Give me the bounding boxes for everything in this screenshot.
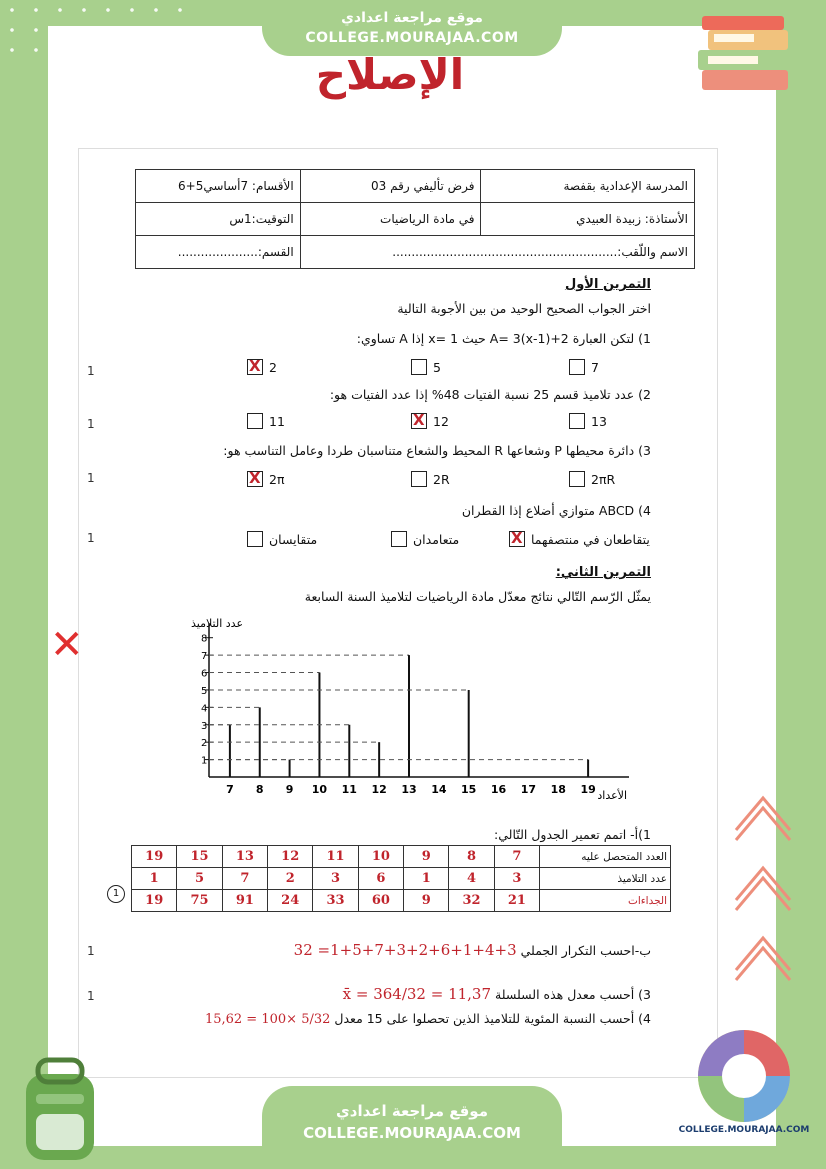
checkbox[interactable] xyxy=(247,413,263,429)
table-cell: 91 xyxy=(222,890,267,912)
checkbox[interactable] xyxy=(569,413,585,429)
table-cell: 75 xyxy=(177,890,222,912)
y-tick-label: 7 xyxy=(201,651,208,663)
table-cell: 15 xyxy=(177,846,222,868)
school-name: المدرسة الإعدادية بقفصة xyxy=(481,170,695,203)
margin-mark: 1 xyxy=(87,417,95,431)
row-label: عدد التلاميذ xyxy=(540,868,671,890)
x-tick-label: 15 xyxy=(461,783,477,796)
x-axis-label: الأعداد xyxy=(597,789,627,802)
table-cell: 9 xyxy=(404,846,449,868)
checkbox[interactable] xyxy=(391,531,407,547)
q3-option-a[interactable]: X 2π xyxy=(247,471,284,487)
chevron-up-icon xyxy=(728,790,798,1030)
q4-option-b[interactable]: متعامدان xyxy=(391,531,459,547)
q2-option-b[interactable]: X 12 xyxy=(411,413,449,429)
table-cell: 13 xyxy=(222,846,267,868)
exercise-2-intro: يمثّل الرّسم التّالي نتائج معدّل مادة الرياضيات لتلاميذ السنة السابعة xyxy=(304,589,651,604)
answer-percent: 5/32 ×100 = 15,62 xyxy=(204,1012,331,1027)
table-cell: 5 xyxy=(177,868,222,890)
checkbox-checked[interactable] xyxy=(411,413,427,429)
checkbox[interactable] xyxy=(411,359,427,375)
test-name: فرض تأليفي رقم 03 xyxy=(300,170,481,203)
checkbox[interactable] xyxy=(569,359,585,375)
y-tick-label: 5 xyxy=(201,685,208,697)
score-circle: 1 xyxy=(107,885,125,903)
q3-option-b[interactable]: 2R xyxy=(411,471,450,487)
x-tick-label: 14 xyxy=(431,783,447,796)
y-tick-label: 6 xyxy=(201,668,208,680)
table-cell: 1 xyxy=(132,868,177,890)
q4-option-c[interactable]: متقايسان xyxy=(247,531,317,547)
x-tick-label: 8 xyxy=(255,783,264,796)
x-tick-label: 10 xyxy=(311,783,328,796)
q2-option-a[interactable]: 11 xyxy=(247,413,285,429)
answer-mean: x̄ = 364/32 = 11,37 xyxy=(342,985,492,1003)
margin-mark: 1 xyxy=(87,989,95,1003)
q1-option-c[interactable]: 7 xyxy=(569,359,599,375)
x-tick-label: 13 xyxy=(401,783,417,796)
table-cell: 19 xyxy=(132,890,177,912)
x-tick-label: 16 xyxy=(490,783,507,796)
site-url[interactable]: COLLEGE.MOURAJAA.COM xyxy=(305,30,519,46)
exercise-1-instruction: اختر الجواب الصحيح الوحيد من بين الأجوبة التالية xyxy=(397,301,651,316)
margin-mark: 1 xyxy=(87,471,95,485)
y-tick-label: 2 xyxy=(201,738,208,750)
row-label: الجداءات xyxy=(540,890,671,912)
exam-header-table xyxy=(135,169,695,269)
table-cell: 7 xyxy=(222,868,267,890)
question-3: 3) دائرة محيطها P وشعاعها R المحيط والشعاع متناسبان طردا وعامل التناسب هو: xyxy=(223,443,651,458)
site-name: موقع مراجعة اعدادي xyxy=(336,1102,488,1120)
table-cell: 24 xyxy=(268,890,313,912)
books-icon xyxy=(694,14,794,96)
name-field: الاسم واللّقب:........................................................... xyxy=(300,236,694,269)
x-tick-label: 17 xyxy=(520,783,537,796)
checkbox-checked[interactable] xyxy=(509,531,525,547)
timing: التوقيت:1س xyxy=(136,203,301,236)
table-cell: 8 xyxy=(449,846,494,868)
question-2: 2) عدد تلاميذ قسم 25 نسبة الفتيات 48% إذا عدد الفتيات هو: xyxy=(329,387,651,402)
margin-mark: 1 xyxy=(87,944,95,958)
x-tick-label: 9 xyxy=(285,783,294,796)
teacher-name: الأستاذة: زبيدة العبيدي xyxy=(481,203,695,236)
table-cell: 19 xyxy=(132,846,177,868)
margin-mark: 1 xyxy=(87,364,95,378)
question-4: 4) أحسب النسبة المئوية للتلاميذ الذين تحصلوا على 15 معدل 5/32 ×100 = 15,62 xyxy=(204,1011,651,1027)
checkbox[interactable] xyxy=(411,471,427,487)
checkbox-checked[interactable] xyxy=(247,471,263,487)
table-cell: 33 xyxy=(313,890,358,912)
site-name: موقع مراجعة اعدادي xyxy=(341,10,483,26)
question-2-1a: 1)أ- اتمم تعمير الجدول التّالي: xyxy=(494,827,651,842)
y-tick-label: 1 xyxy=(201,755,208,767)
y-tick-label: 8 xyxy=(201,633,208,645)
margin-mark: 1 xyxy=(87,531,95,545)
table-cell: 32 xyxy=(449,890,494,912)
q4-option-a[interactable]: X يتقاطعان في منتصفهما xyxy=(509,531,650,547)
checkbox[interactable] xyxy=(247,531,263,547)
table-cell: 1 xyxy=(404,868,449,890)
table-cell: 21 xyxy=(494,890,539,912)
subject: في مادة الرياضيات xyxy=(300,203,481,236)
checkbox[interactable] xyxy=(569,471,585,487)
exercise-1-heading: التمرين الأول xyxy=(564,277,651,292)
question-3: 3) أحسب معدل هذه السلسلة x̄ = 364/32 = 11,37 xyxy=(342,985,651,1003)
y-tick-label: 3 xyxy=(201,720,208,732)
table-row xyxy=(132,846,671,868)
exercise-2-heading: التمرين الثاني: xyxy=(555,565,651,580)
x-tick-label: 7 xyxy=(226,783,234,796)
q1-option-a[interactable]: X 2 xyxy=(247,359,277,375)
table-cell: 7 xyxy=(494,846,539,868)
table-cell: 2 xyxy=(268,868,313,890)
table-cell: 4 xyxy=(449,868,494,890)
table-row xyxy=(132,868,671,890)
table-cell: 9 xyxy=(404,890,449,912)
table-cell: 6 xyxy=(358,868,403,890)
site-banner-bottom[interactable] xyxy=(262,1086,562,1169)
table-row xyxy=(132,890,671,912)
site-url[interactable]: COLLEGE.MOURAJAA.COM xyxy=(303,1124,521,1142)
x-tick-label: 19 xyxy=(580,783,596,796)
red-x-mark: ✕ xyxy=(50,622,84,668)
frequency-table xyxy=(131,845,671,912)
education-wheel-icon xyxy=(678,1026,810,1136)
question-2-1b: ب-احسب التكرار الجملي 3+4+1+6+2+3+7+5+1= 32 xyxy=(293,941,651,959)
q3-option-c[interactable]: 2πR xyxy=(569,471,615,487)
question-1: 1) لتكن العبارة A= 3(x-1)+2 حيث x= 1 إذا A تساوي: xyxy=(356,331,651,346)
q1-option-b[interactable]: 5 xyxy=(411,359,441,375)
chart-svg xyxy=(79,609,719,839)
question-4: 4) ABCD متوازي أضلاع إذا القطران xyxy=(461,503,651,518)
x-tick-label: 18 xyxy=(550,783,566,796)
table-cell: 60 xyxy=(358,890,403,912)
table-cell: 10 xyxy=(358,846,403,868)
table-cell: 3 xyxy=(313,868,358,890)
bar-chart xyxy=(79,609,719,839)
table-cell: 12 xyxy=(268,846,313,868)
page-title: الإصلاح xyxy=(315,50,465,99)
answer-total: 3+4+1+6+2+3+7+5+1= 32 xyxy=(293,941,517,959)
site-banner-top[interactable] xyxy=(262,0,562,56)
section-field: القسم:..................... xyxy=(136,236,301,269)
checkbox-checked[interactable] xyxy=(247,359,263,375)
badge-url: COLLEGE.MOURAJAA.COM xyxy=(678,1125,810,1135)
q2-option-c[interactable]: 13 xyxy=(569,413,607,429)
table-cell: 11 xyxy=(313,846,358,868)
y-tick-label: 4 xyxy=(201,703,208,715)
x-tick-label: 12 xyxy=(371,783,387,796)
backpack-icon xyxy=(12,1054,108,1164)
exam-sheet xyxy=(78,148,718,1078)
row-label: العدد المتحصل عليه xyxy=(540,846,671,868)
table-cell: 3 xyxy=(494,868,539,890)
classes: الأقسام: 7أساسي5+6 xyxy=(136,170,301,203)
y-axis-label: عدد التلاميذ xyxy=(191,617,244,630)
x-tick-label: 11 xyxy=(341,783,357,796)
